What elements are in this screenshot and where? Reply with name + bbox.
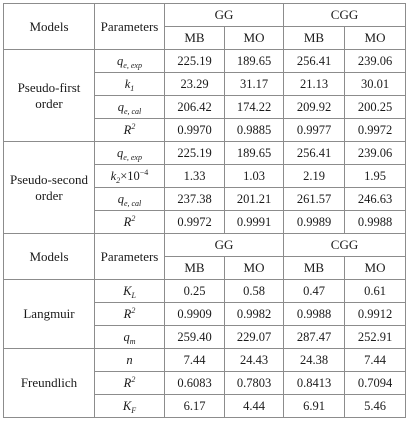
parameter-symbol	[95, 349, 165, 372]
header-row-groups	[4, 4, 406, 27]
value-cell: 209.92	[284, 96, 345, 119]
value-cell: 0.9988	[345, 211, 406, 234]
parameter-base: k	[124, 77, 131, 91]
models-header: Models	[4, 234, 95, 280]
parameter-base: q	[123, 330, 130, 344]
value-cell: 287.47	[284, 326, 345, 349]
value-cell: 0.7094	[345, 372, 406, 395]
table-body	[4, 4, 406, 418]
value-cell: 7.44	[345, 349, 406, 372]
value-cell: 0.8413	[284, 372, 345, 395]
parameter-symbol	[95, 50, 165, 73]
dye-header: MB	[284, 27, 345, 50]
table-row	[4, 349, 406, 372]
parameter-base: q	[117, 146, 124, 160]
parameter-base: R	[123, 376, 132, 390]
value-cell: 4.44	[225, 395, 284, 418]
value-cell: 189.65	[225, 142, 284, 165]
value-cell: 24.43	[225, 349, 284, 372]
parameter-symbol	[95, 142, 165, 165]
parameter-symbol	[95, 280, 165, 303]
value-cell: 200.25	[345, 96, 406, 119]
value-cell: 0.58	[225, 280, 284, 303]
value-cell: 24.38	[284, 349, 345, 372]
value-cell: 174.22	[225, 96, 284, 119]
parameter-subscript: e, exp	[123, 153, 142, 162]
parameter-symbol	[95, 119, 165, 142]
parameters-header: Parameters	[95, 4, 165, 50]
parameter-base: q	[117, 100, 124, 114]
value-cell: 229.07	[225, 326, 284, 349]
dye-header: MO	[225, 257, 284, 280]
value-cell: 0.9977	[284, 119, 345, 142]
parameter-base: n	[126, 353, 133, 367]
dye-header: MO	[345, 257, 406, 280]
model-name: Pseudo-first order	[4, 50, 95, 142]
value-cell: 0.9991	[225, 211, 284, 234]
value-cell: 0.9972	[165, 211, 225, 234]
parameter-symbol	[95, 395, 165, 418]
parameter-superscript: 2	[131, 122, 136, 131]
model-name: Freundlich	[4, 349, 95, 418]
parameter-superscript: 2	[131, 306, 136, 315]
value-cell: 239.06	[345, 142, 406, 165]
dye-header: MB	[284, 257, 345, 280]
group-header: GG	[165, 4, 284, 27]
parameter-symbol	[95, 165, 165, 188]
value-cell: 0.9989	[284, 211, 345, 234]
parameter-base: q	[117, 54, 124, 68]
parameter-symbol	[95, 303, 165, 326]
value-cell: 6.17	[165, 395, 225, 418]
value-cell: 0.9885	[225, 119, 284, 142]
parameter-subscript: 1	[130, 84, 135, 93]
value-cell: 201.21	[225, 188, 284, 211]
parameter-superscript: −4	[139, 168, 149, 177]
value-cell: 259.40	[165, 326, 225, 349]
value-cell: 0.9982	[225, 303, 284, 326]
value-cell: 0.9972	[345, 119, 406, 142]
parameter-symbol	[95, 96, 165, 119]
dye-header: MO	[345, 27, 406, 50]
value-cell: 256.41	[284, 142, 345, 165]
value-cell: 239.06	[345, 50, 406, 73]
value-cell: 189.65	[225, 50, 284, 73]
parameter-base: k	[110, 169, 117, 183]
value-cell: 5.46	[345, 395, 406, 418]
value-cell: 225.19	[165, 50, 225, 73]
value-cell: 206.42	[165, 96, 225, 119]
value-cell: 0.25	[165, 280, 225, 303]
parameter-base: R	[123, 123, 132, 137]
value-cell: 6.91	[284, 395, 345, 418]
parameter-multiplier: ×10	[120, 169, 140, 183]
value-cell: 7.44	[165, 349, 225, 372]
kinetics-isotherm-table	[3, 3, 406, 418]
value-cell: 0.7803	[225, 372, 284, 395]
parameter-subscript: m	[129, 337, 136, 346]
value-cell: 31.17	[225, 73, 284, 96]
models-header: Models	[4, 4, 95, 50]
parameter-subscript: L	[131, 291, 136, 300]
parameter-symbol	[95, 188, 165, 211]
dye-header: MB	[165, 27, 225, 50]
parameter-subscript: F	[131, 406, 137, 415]
value-cell: 0.9970	[165, 119, 225, 142]
value-cell: 30.01	[345, 73, 406, 96]
value-cell: 237.38	[165, 188, 225, 211]
value-cell: 0.9912	[345, 303, 406, 326]
parameter-subscript: 2	[116, 176, 121, 185]
value-cell: 0.61	[345, 280, 406, 303]
value-cell: 21.13	[284, 73, 345, 96]
table-row	[4, 142, 406, 165]
value-cell: 1.95	[345, 165, 406, 188]
parameter-symbol	[95, 326, 165, 349]
value-cell: 1.03	[225, 165, 284, 188]
model-name: Pseudo-second order	[4, 142, 95, 234]
value-cell: 225.19	[165, 142, 225, 165]
table-row	[4, 50, 406, 73]
table-row	[4, 280, 406, 303]
dye-header: MO	[225, 27, 284, 50]
value-cell: 261.57	[284, 188, 345, 211]
parameter-base: K	[123, 284, 132, 298]
parameter-subscript: e, cal	[123, 199, 142, 208]
parameter-base: K	[122, 399, 132, 413]
value-cell: 1.33	[165, 165, 225, 188]
parameter-base: R	[123, 307, 132, 321]
group-header: CGG	[284, 234, 406, 257]
value-cell: 0.9909	[165, 303, 225, 326]
parameter-symbol	[95, 211, 165, 234]
parameter-subscript: e, exp	[123, 61, 142, 70]
parameter-superscript: 2	[131, 375, 136, 384]
value-cell: 246.63	[345, 188, 406, 211]
value-cell: 0.6083	[165, 372, 225, 395]
value-cell: 256.41	[284, 50, 345, 73]
model-name: Langmuir	[4, 280, 95, 349]
dye-header: MB	[165, 257, 225, 280]
parameter-symbol	[95, 372, 165, 395]
value-cell: 252.91	[345, 326, 406, 349]
parameter-symbol	[95, 73, 165, 96]
header-row-groups	[4, 234, 406, 257]
group-header: CGG	[284, 4, 406, 27]
parameter-subscript: e, cal	[123, 107, 142, 116]
parameters-header: Parameters	[95, 234, 165, 280]
value-cell: 0.47	[284, 280, 345, 303]
parameter-superscript: 2	[131, 214, 136, 223]
group-header: GG	[165, 234, 284, 257]
parameter-base: R	[123, 215, 132, 229]
value-cell: 23.29	[165, 73, 225, 96]
value-cell: 0.9988	[284, 303, 345, 326]
value-cell: 2.19	[284, 165, 345, 188]
parameter-base: q	[117, 192, 124, 206]
